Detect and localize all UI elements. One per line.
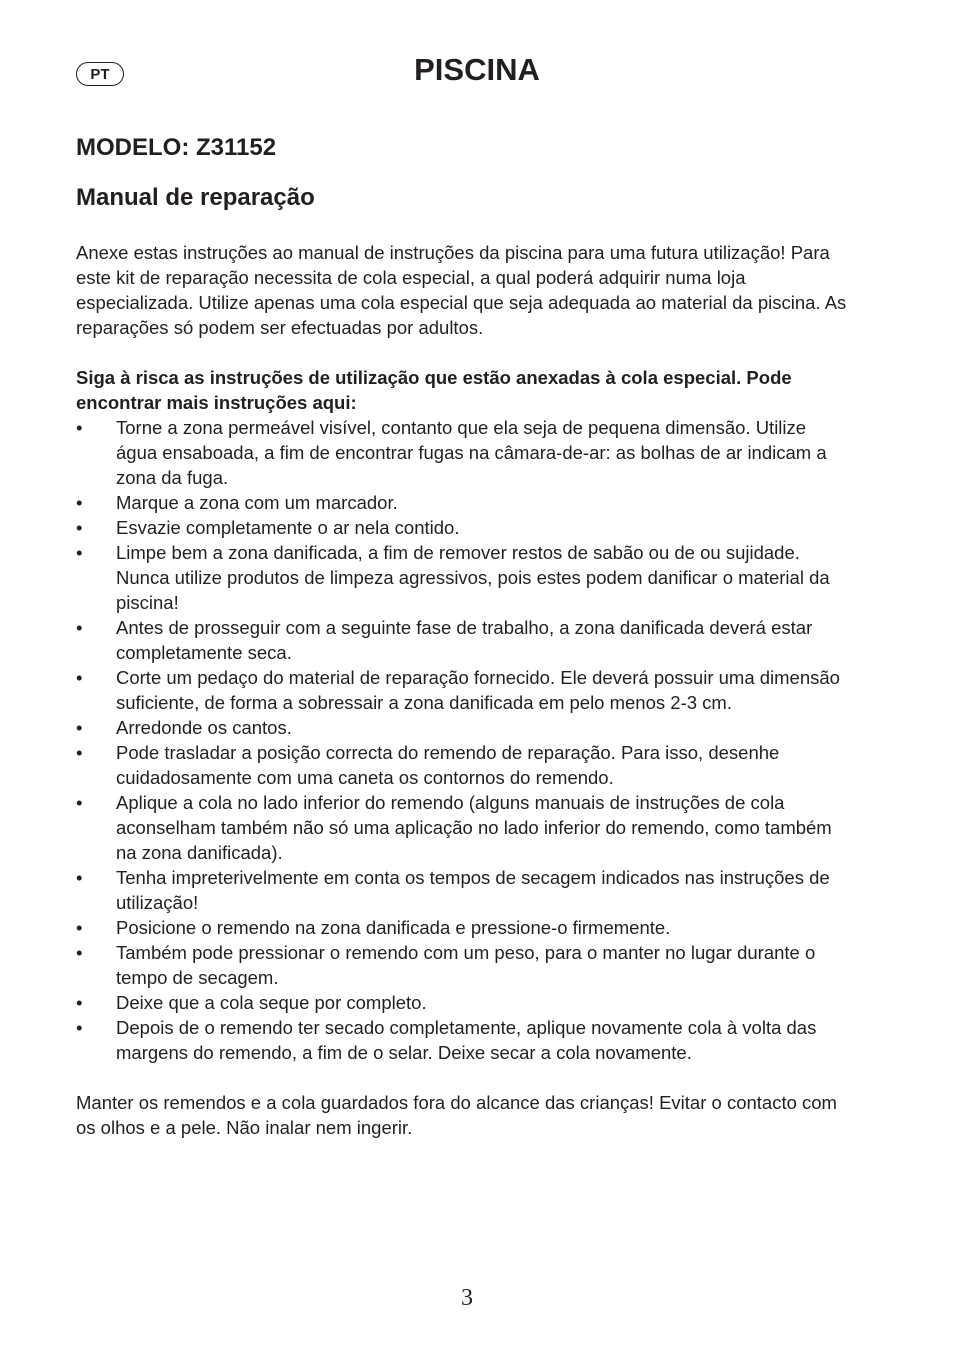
list-item: • Corte um pedaço do material de reparação fornecido. Ele deverá possuir uma dimensão suficiente, de forma a sobressair a zona danificada em pelo menos 2-3 cm.	[76, 665, 851, 715]
list-item: • Torne a zona permeável visível, contanto que ela seja de pequena dimensão. Utilize água ensaboada, a fim de encontrar fugas na câmara-de-ar: as bolhas de ar indicam a zona da fuga.	[76, 415, 851, 490]
manual-content	[76, 240, 851, 1140]
list-item: • Tenha impreterivelmente em conta os tempos de secagem indicados nas instruções de utilização!	[76, 865, 851, 915]
list-item: • Deixe que a cola seque por completo.	[76, 990, 851, 1015]
repair-steps-list	[76, 415, 851, 1065]
list-item: • Limpe bem a zona danificada, a fim de remover restos de sabão ou de ou sujidade. Nunca utilize produtos de limpeza agressivos, pois estes podem danificar o material da piscina!	[76, 540, 851, 615]
list-item: • Arredonde os cantos.	[76, 715, 851, 740]
manual-subtitle: Manual de reparação	[76, 184, 315, 211]
list-item: • Esvazie completamente o ar nela contido.	[76, 515, 851, 540]
list-item: • Antes de prosseguir com a seguinte fase de trabalho, a zona danificada deverá estar completamente seca.	[76, 615, 851, 665]
list-item: • Marque a zona com um marcador.	[76, 490, 851, 515]
instructions-heading: Siga à risca as instruções de utilização que estão anexadas à cola especial. Pode encontrar mais instruções aqui:	[76, 367, 792, 413]
intro-paragraph: Anexe estas instruções ao manual de instruções da piscina para uma futura utilização! Para este kit de reparação necessita de cola especial, a qual poderá adquirir numa loja especializada. Utilize apenas uma cola especial que seja adequada ao material da piscina. As reparações só podem ser efectuadas por adultos.	[76, 242, 847, 338]
safety-warning: Manter os remendos e a cola guardados fora do alcance das crianças! Evitar o contacto com os olhos e a pele. Não inalar nem ingerir.	[76, 1092, 837, 1138]
page-number: 3	[461, 1285, 473, 1311]
list-item: • Depois de o remendo ter secado completamente, aplique novamente cola à volta das margens do remendo, a fim de o selar. Deixe secar a cola novamente.	[76, 1015, 851, 1065]
list-item: • Pode trasladar a posição correcta do remendo de reparação. Para isso, desenhe cuidadosamente com uma caneta os contornos do remendo.	[76, 740, 851, 790]
language-badge-label: PT	[90, 65, 110, 83]
page-title: PISCINA	[414, 52, 540, 87]
list-item: • Aplique a cola no lado inferior do remendo (alguns manuais de instruções de cola aconselham também não só uma aplicação no lado inferior do remendo, como também na zona danificada).	[76, 790, 851, 865]
list-item: • Também pode pressionar o remendo com um peso, para o manter no lugar durante o tempo de secagem.	[76, 940, 851, 990]
list-item: • Posicione o remendo na zona danificada e pressione-o firmemente.	[76, 915, 851, 940]
model-heading: MODELO: Z31152	[76, 134, 277, 161]
